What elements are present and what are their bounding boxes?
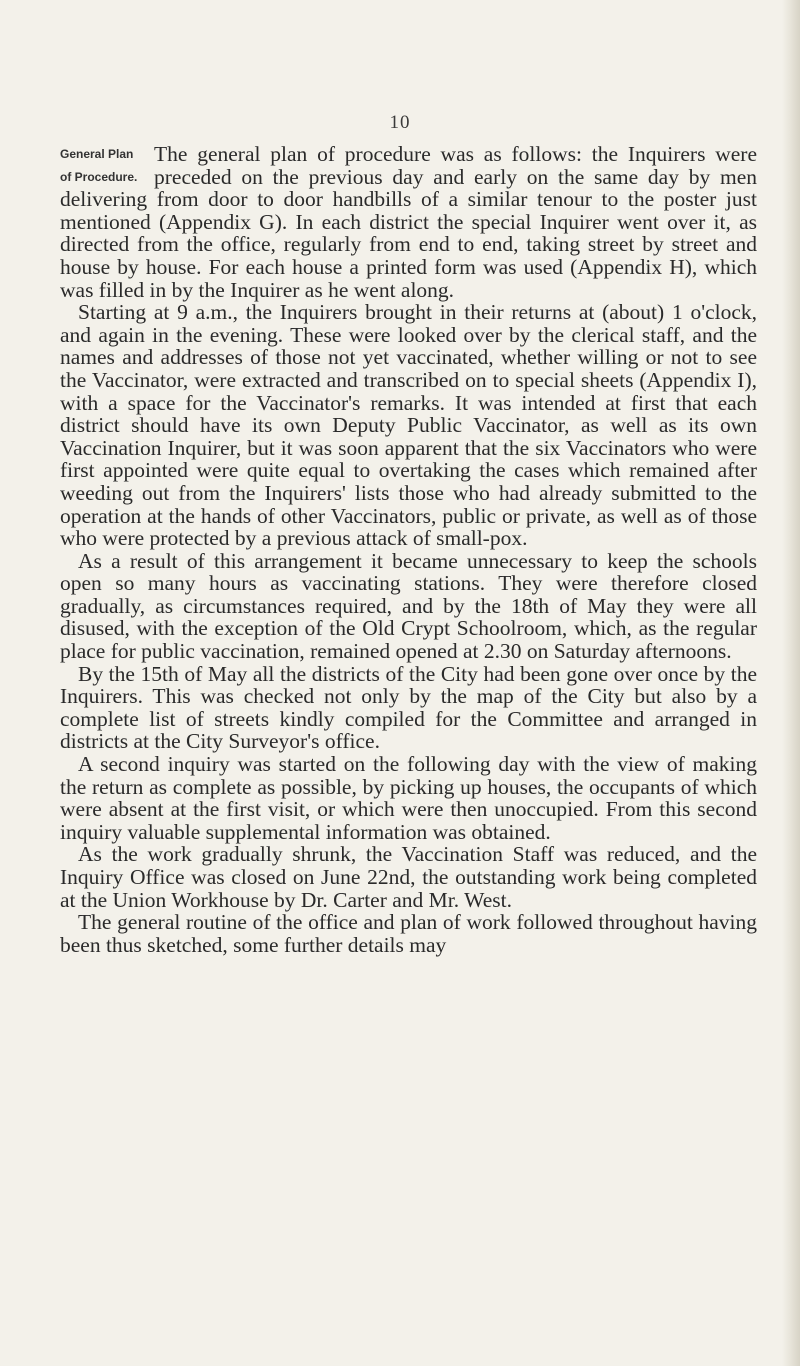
page-edge-shadow (782, 0, 800, 1366)
paragraph-6: As the work gradually shrunk, the Vaccination Staff was reduced, and the Inquiry Office was closed on June 22nd, the outstanding work being completed at the Union Workhouse by Dr. Carter and Mr. West. (60, 842, 757, 912)
margin-note-line-2: of Procedure. (60, 169, 138, 184)
paragraph-3: As a result of this arrangement it became unnecessary to keep the schools open so many hours as vaccinating stations. They were therefore closed gradually, as circumstances required, and by the 18th of May they were all disused, with the exception of the Old Crypt Schoolroom, which, as the regular place for public vaccination, remained opened at 2.30 on Saturday afternoons. (60, 548, 757, 664)
paragraph-5: A second inquiry was started on the following day with the view of making the return as complete as possible, by picking up houses, the occupants of which were absent at the first visit, or which were then unoccupied. From this second inquiry valuable supplemental information was obtained. (60, 752, 757, 844)
page-number: 10 (389, 112, 411, 133)
paragraph-1: The general plan of procedure was as follows: the Inquirers were preceded on the previous day and early on the same day by men delivering from door to door handbills of a similar tenour to the poster just mentioned (Appendix G). In each district the special Inquirer went over it, as directed from the office, regularly from end to end, taking street by street and house by house. For each house a printed form was used (Appendix H), which was filled in by the Inquirer as he went along. (60, 142, 757, 302)
paragraph-4: By the 15th of May all the districts of the City had been gone over once by the Inquirers. This was checked not only by the map of the City but also by a complete list of streets kindly compiled for the Committee and arranged in districts at the City Surveyor's office. (60, 661, 757, 754)
paragraph-7: The general routine of the office and plan of work followed throughout having been thus sketched, some further details may (60, 910, 757, 957)
body-text (60, 143, 757, 956)
margin-note (60, 143, 154, 188)
margin-note-line-1: General Plan (60, 147, 134, 161)
paragraph-2: Starting at 9 a.m., the Inquirers brought in their returns at (about) 1 o'clock, and again in the evening. These were looked over by the clerical staff, and the names and addresses of those not yet vaccinated, whether willing or not to see the Vaccinator, were extracted and transcribed on to special sheets (Appendix I), with a space for the Vaccinator's remarks. It was intended at first that each district should have its own Deputy Public Vaccinator, as well as its own Vaccination Inquirer, but it was soon apparent that the six Vaccinators who were first appointed were quite equal to overtaking the cases which remained after weeding out from the Inquirers' lists those who had already submitted to the operation at the hands of other Vaccinators, public or private, as well as of those who were protected by a previous attack of small-pox. (60, 300, 757, 551)
